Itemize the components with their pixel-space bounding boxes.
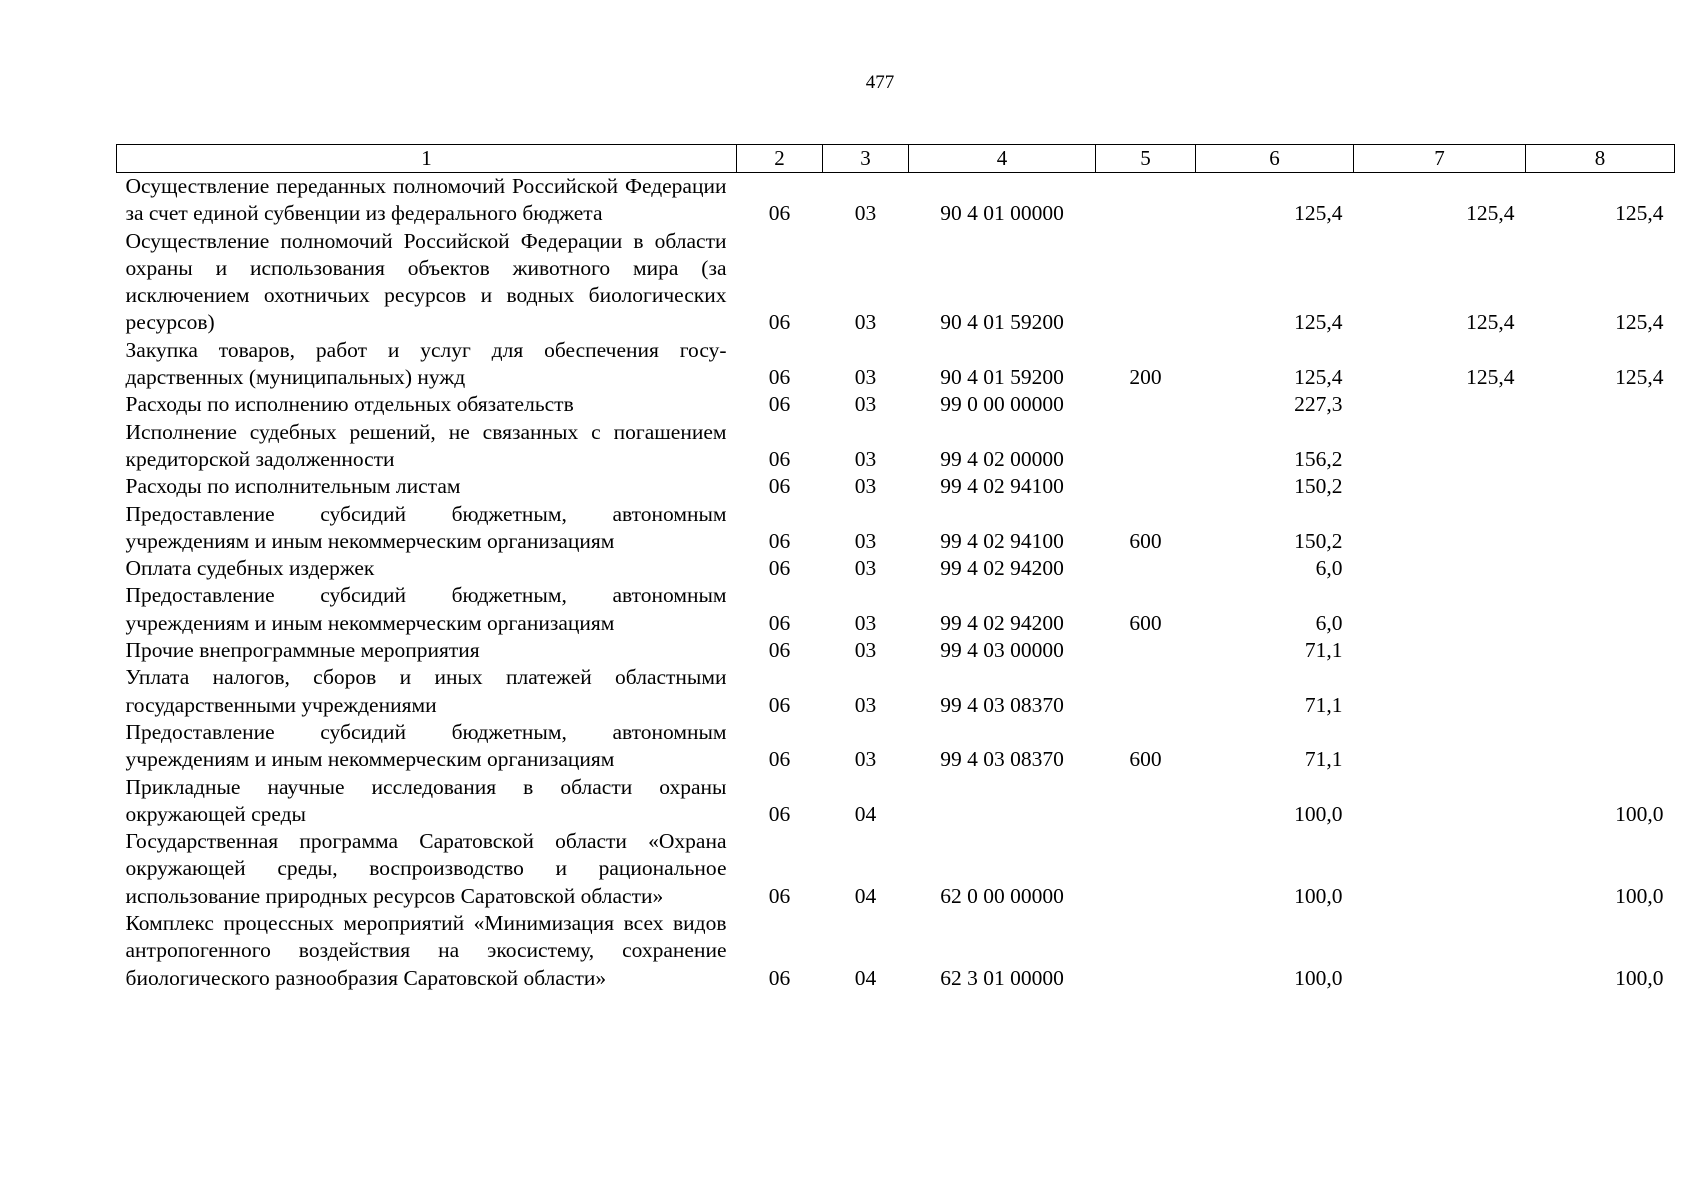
expense-type-code [1096,664,1196,719]
amount-col-6: 71,1 [1304,692,1343,717]
subsection-code: 03 [854,556,877,581]
header-row [117,145,1675,173]
amount-col-8 [1526,419,1675,474]
amount-col-6: 6,0 [1315,610,1343,635]
amount-col-8: 125,4 [1615,310,1664,335]
section-code: 06 [768,392,791,417]
target-article-code: 99 4 03 08370 [940,747,1064,772]
table-row [117,555,1675,582]
table-row [117,173,1675,228]
table-row [117,228,1675,337]
amount-col-7 [1354,473,1526,500]
row-name: Прочие внепрограммные мероприятия [125,638,480,663]
row-name: Уплата налогов, сборов и иных платежей областными государственными учреждениями [125,665,727,717]
amount-col-8 [1526,473,1675,500]
table-row [117,501,1675,556]
target-article-code: 62 3 01 00000 [940,965,1064,990]
column-header: 6 [1196,145,1354,173]
amount-col-8 [1526,582,1675,637]
expense-type-code [1096,555,1196,582]
table-row [117,774,1675,829]
amount-col-7: 125,4 [1466,201,1515,226]
row-name: Оплата судебных издержек [125,556,375,581]
budget-table [116,144,1675,992]
subsection-code: 03 [854,692,877,717]
amount-col-6: 150,2 [1294,528,1343,553]
amount-col-7 [1354,501,1526,556]
amount-col-6: 100,0 [1294,883,1343,908]
table-row [117,582,1675,637]
amount-col-7 [1354,828,1526,910]
table-row [117,910,1675,992]
section-code: 06 [768,638,791,663]
amount-col-8: 100,0 [1615,801,1664,826]
amount-col-7: 125,4 [1466,365,1515,390]
amount-col-6: 125,4 [1294,201,1343,226]
target-article-code: 99 4 03 00000 [940,638,1064,663]
table-row [117,664,1675,719]
target-article-code: 99 4 02 00000 [940,446,1064,471]
expense-type-code: 600 [1129,610,1162,635]
column-header: 3 [823,145,909,173]
expense-type-code [1096,391,1196,418]
subsection-code: 03 [854,310,877,335]
subsection-code: 04 [854,883,877,908]
row-name: Закупка товаров, работ и услуг для обеспечения государственных (муниципальных) нужд [125,337,727,390]
section-code: 06 [768,965,791,990]
amount-col-7 [1354,664,1526,719]
target-article-code: 99 0 00 00000 [940,392,1064,417]
amount-col-7 [1354,774,1526,829]
row-name: Предоставление субсидий бюджетным, автономным учреждениям и иным некоммерческим организациям [125,583,727,635]
amount-col-8 [1526,719,1675,774]
target-article-code: 99 4 02 94100 [940,528,1064,553]
table-row [117,391,1675,418]
row-name: Расходы по исполнительным листам [125,474,461,499]
target-article-code: 90 4 01 59200 [940,310,1064,335]
amount-col-8 [1526,555,1675,582]
row-name: Государственная программа Саратовской области «Охрана окружающей среды, воспроизводство и рациональное использование природных ресурсов Саратовской области» [125,829,727,908]
table-row [117,473,1675,500]
amount-col-8 [1526,637,1675,664]
amount-col-6: 125,4 [1294,310,1343,335]
subsection-code: 03 [854,392,877,417]
amount-col-6: 227,3 [1294,392,1343,417]
section-code: 06 [768,365,791,390]
amount-col-6: 100,0 [1294,801,1343,826]
expense-type-code: 600 [1129,528,1162,553]
expense-type-code [1096,419,1196,474]
section-code: 06 [768,883,791,908]
amount-col-7 [1354,419,1526,474]
subsection-code: 03 [854,638,877,663]
amount-col-8 [1526,391,1675,418]
amount-col-7 [1354,637,1526,664]
subsection-code: 03 [854,201,877,226]
amount-col-6: 156,2 [1294,446,1343,471]
subsection-code: 03 [854,474,877,499]
expense-type-code [1096,173,1196,228]
expense-type-code: 600 [1129,747,1162,772]
amount-col-8 [1526,664,1675,719]
amount-col-6: 6,0 [1315,556,1343,581]
row-name: Прикладные научные исследования в области охраны окружающей среды [125,774,727,826]
column-header: 2 [737,145,823,173]
row-name: Расходы по исполнению отдельных обязательств [125,392,574,417]
expense-type-code [1096,774,1196,829]
amount-col-6: 71,1 [1304,638,1343,663]
column-header: 4 [909,145,1096,173]
row-name: Осуществление полномочий Российской Федерации в области охраны и использования объектов животного мира (за исключением охотничьих ресурсов и водных биологических ресурсов) [125,228,727,335]
target-article-code: 99 4 02 94100 [940,474,1064,499]
amount-col-7 [1354,910,1526,992]
subsection-code: 03 [854,365,877,390]
section-code: 06 [768,610,791,635]
section-code: 06 [768,692,791,717]
subsection-code: 03 [854,747,877,772]
table-row [117,719,1675,774]
table-row [117,828,1675,910]
expense-type-code [1096,473,1196,500]
table-body [117,173,1675,992]
expense-type-code [1096,228,1196,337]
target-article-code [909,774,1096,829]
expense-type-code [1096,910,1196,992]
target-article-code: 90 4 01 59200 [940,365,1064,390]
table-row [117,637,1675,664]
subsection-code: 04 [854,965,877,990]
target-article-code: 99 4 03 08370 [940,692,1064,717]
table-row [117,337,1675,392]
table-row [117,419,1675,474]
section-code: 06 [768,446,791,471]
amount-col-6: 125,4 [1294,365,1343,390]
target-article-code: 62 0 00 00000 [940,883,1064,908]
amount-col-8: 100,0 [1615,883,1664,908]
section-code: 06 [768,801,791,826]
target-article-code: 99 4 02 94200 [940,556,1064,581]
column-header: 1 [117,145,737,173]
amount-col-8: 100,0 [1615,965,1664,990]
subsection-code: 03 [854,610,877,635]
row-name: Комплекс процессных мероприятий «Минимизация всех видов антропогенного воздействия на экосистему, сохранение биологического разнообразия Саратовской области» [125,911,727,990]
row-name: Предоставление субсидий бюджетным, автономным учреждениям и иным некоммерческим организациям [125,719,727,772]
subsection-code: 04 [854,801,877,826]
amount-col-6: 100,0 [1294,965,1343,990]
section-code: 06 [768,556,791,581]
amount-col-8: 125,4 [1615,201,1664,226]
row-name: Предоставление субсидий бюджетным, автономным учреждениям и иным некоммерческим организациям [125,501,727,553]
amount-col-7 [1354,555,1526,582]
row-name: Осуществление переданных полномочий Российской Федерации за счет единой субвенции из федерального бюджета [125,174,727,226]
subsection-code: 03 [854,446,877,471]
target-article-code: 99 4 02 94200 [940,610,1064,635]
expense-type-code [1096,637,1196,664]
target-article-code: 90 4 01 00000 [940,201,1064,226]
expense-type-code [1096,828,1196,910]
page-number: 477 [865,72,895,93]
amount-col-6: 150,2 [1294,474,1343,499]
section-code: 06 [768,310,791,335]
amount-col-7 [1354,391,1526,418]
section-code: 06 [768,747,791,772]
amount-col-7 [1354,582,1526,637]
column-header: 8 [1526,145,1675,173]
section-code: 06 [768,528,791,553]
amount-col-7: 125,4 [1466,310,1515,335]
section-code: 06 [768,201,791,226]
row-name: Исполнение судебных решений, не связанных с погашением кредиторской задолженности [125,419,727,471]
subsection-code: 03 [854,528,877,553]
section-code: 06 [768,474,791,499]
amount-col-7 [1354,719,1526,774]
amount-col-8 [1526,501,1675,556]
amount-col-8: 125,4 [1615,365,1664,390]
column-header: 5 [1096,145,1196,173]
amount-col-6: 71,1 [1304,747,1343,772]
expense-type-code: 200 [1129,365,1162,390]
column-header: 7 [1354,145,1526,173]
